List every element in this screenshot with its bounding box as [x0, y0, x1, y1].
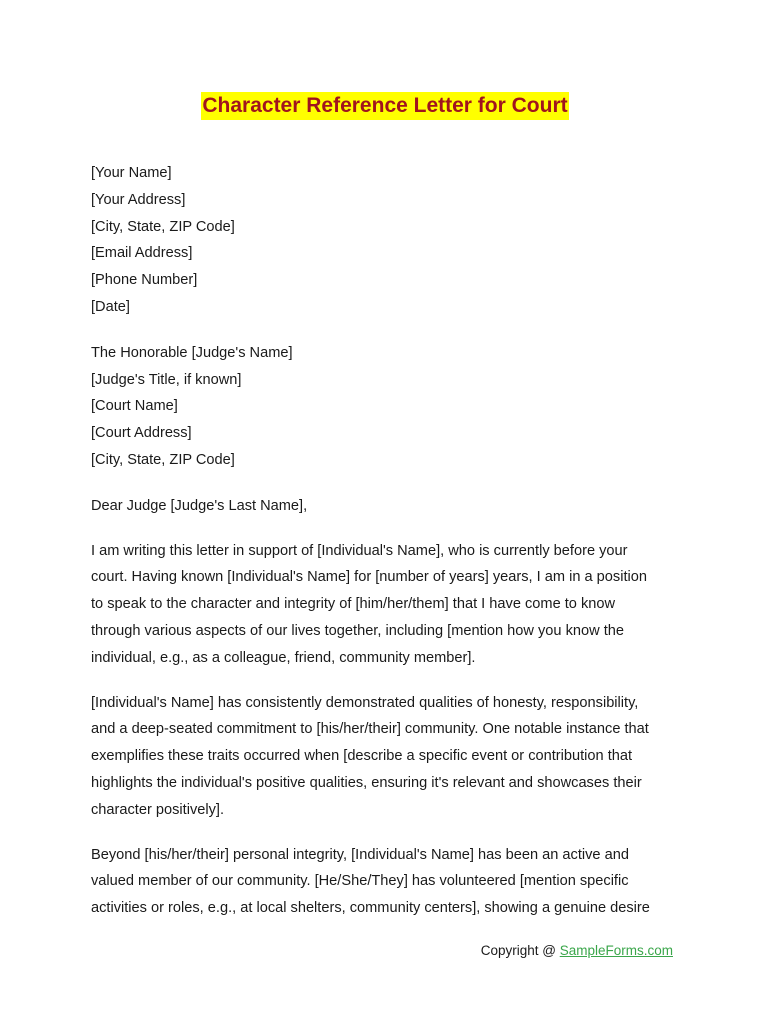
recipient-judge-name: The Honorable [Judge's Name] — [91, 344, 293, 361]
paragraph-2 — [91, 690, 681, 824]
paragraph-line: highlights the individual's positive qualities, ensuring it's relevant and showcases their — [91, 774, 642, 791]
recipient-court-name: [Court Name] — [91, 398, 178, 415]
sender-date: [Date] — [91, 298, 130, 315]
paragraph-line: character positively]. — [91, 801, 225, 818]
sender-address: [Your Address] — [91, 191, 186, 208]
sampleforms-link[interactable]: SampleForms.com — [559, 943, 673, 958]
paragraph-line: valued member of our community. [He/She/They] has volunteered [mention specific — [91, 873, 629, 890]
paragraph-line: and a deep-seated commitment to [his/her/their] community. One notable instance that — [91, 721, 649, 738]
paragraph-line: to speak to the character and integrity of [him/her/them] that I have come to know — [91, 596, 616, 613]
paragraph-line: through various aspects of our lives together, including [mention how you know the — [91, 622, 624, 639]
salutation: Dear Judge [Judge's Last Name], — [91, 497, 308, 514]
paragraph-line: I am writing this letter in support of [Individual's Name], who is currently before your — [91, 542, 628, 559]
paragraph-line: [Individual's Name] has consistently demonstrated qualities of honesty, responsibility, — [91, 694, 639, 711]
sender-phone: [Phone Number] — [91, 272, 198, 289]
paragraph-line: Beyond [his/her/their] personal integrity, [Individual's Name] has been an active and — [91, 846, 629, 863]
paragraph-line: exemplifies these traits occurred when [describe a specific event or contribution that — [91, 748, 633, 765]
recipient-block — [91, 340, 681, 474]
paragraph-line: activities or roles, e.g., at local shelters, community centers], showing a genuine desire — [91, 900, 650, 917]
salutation-block — [91, 493, 681, 520]
page-title: Character Reference Letter for Court — [201, 92, 568, 120]
sender-email: [Email Address] — [91, 245, 193, 262]
recipient-judge-title: [Judge's Title, if known] — [91, 371, 242, 388]
paragraph-line: court. Having known [Individual's Name] for [number of years] years, I am in a position — [91, 569, 647, 586]
copyright-prefix: Copyright @ — [480, 943, 560, 958]
paragraph-3 — [91, 842, 681, 922]
title-container — [0, 92, 770, 120]
recipient-court-address: [Court Address] — [91, 425, 192, 442]
letter-body — [91, 160, 681, 922]
sender-city-state-zip: [City, State, ZIP Code] — [91, 218, 235, 235]
sender-name: [Your Name] — [91, 165, 172, 181]
recipient-city-state-zip: [City, State, ZIP Code] — [91, 451, 235, 468]
copyright-footer — [481, 943, 673, 958]
paragraph-1 — [91, 538, 681, 672]
sender-block — [91, 160, 681, 321]
paragraph-line: individual, e.g., as a colleague, friend, community member]. — [91, 649, 476, 666]
